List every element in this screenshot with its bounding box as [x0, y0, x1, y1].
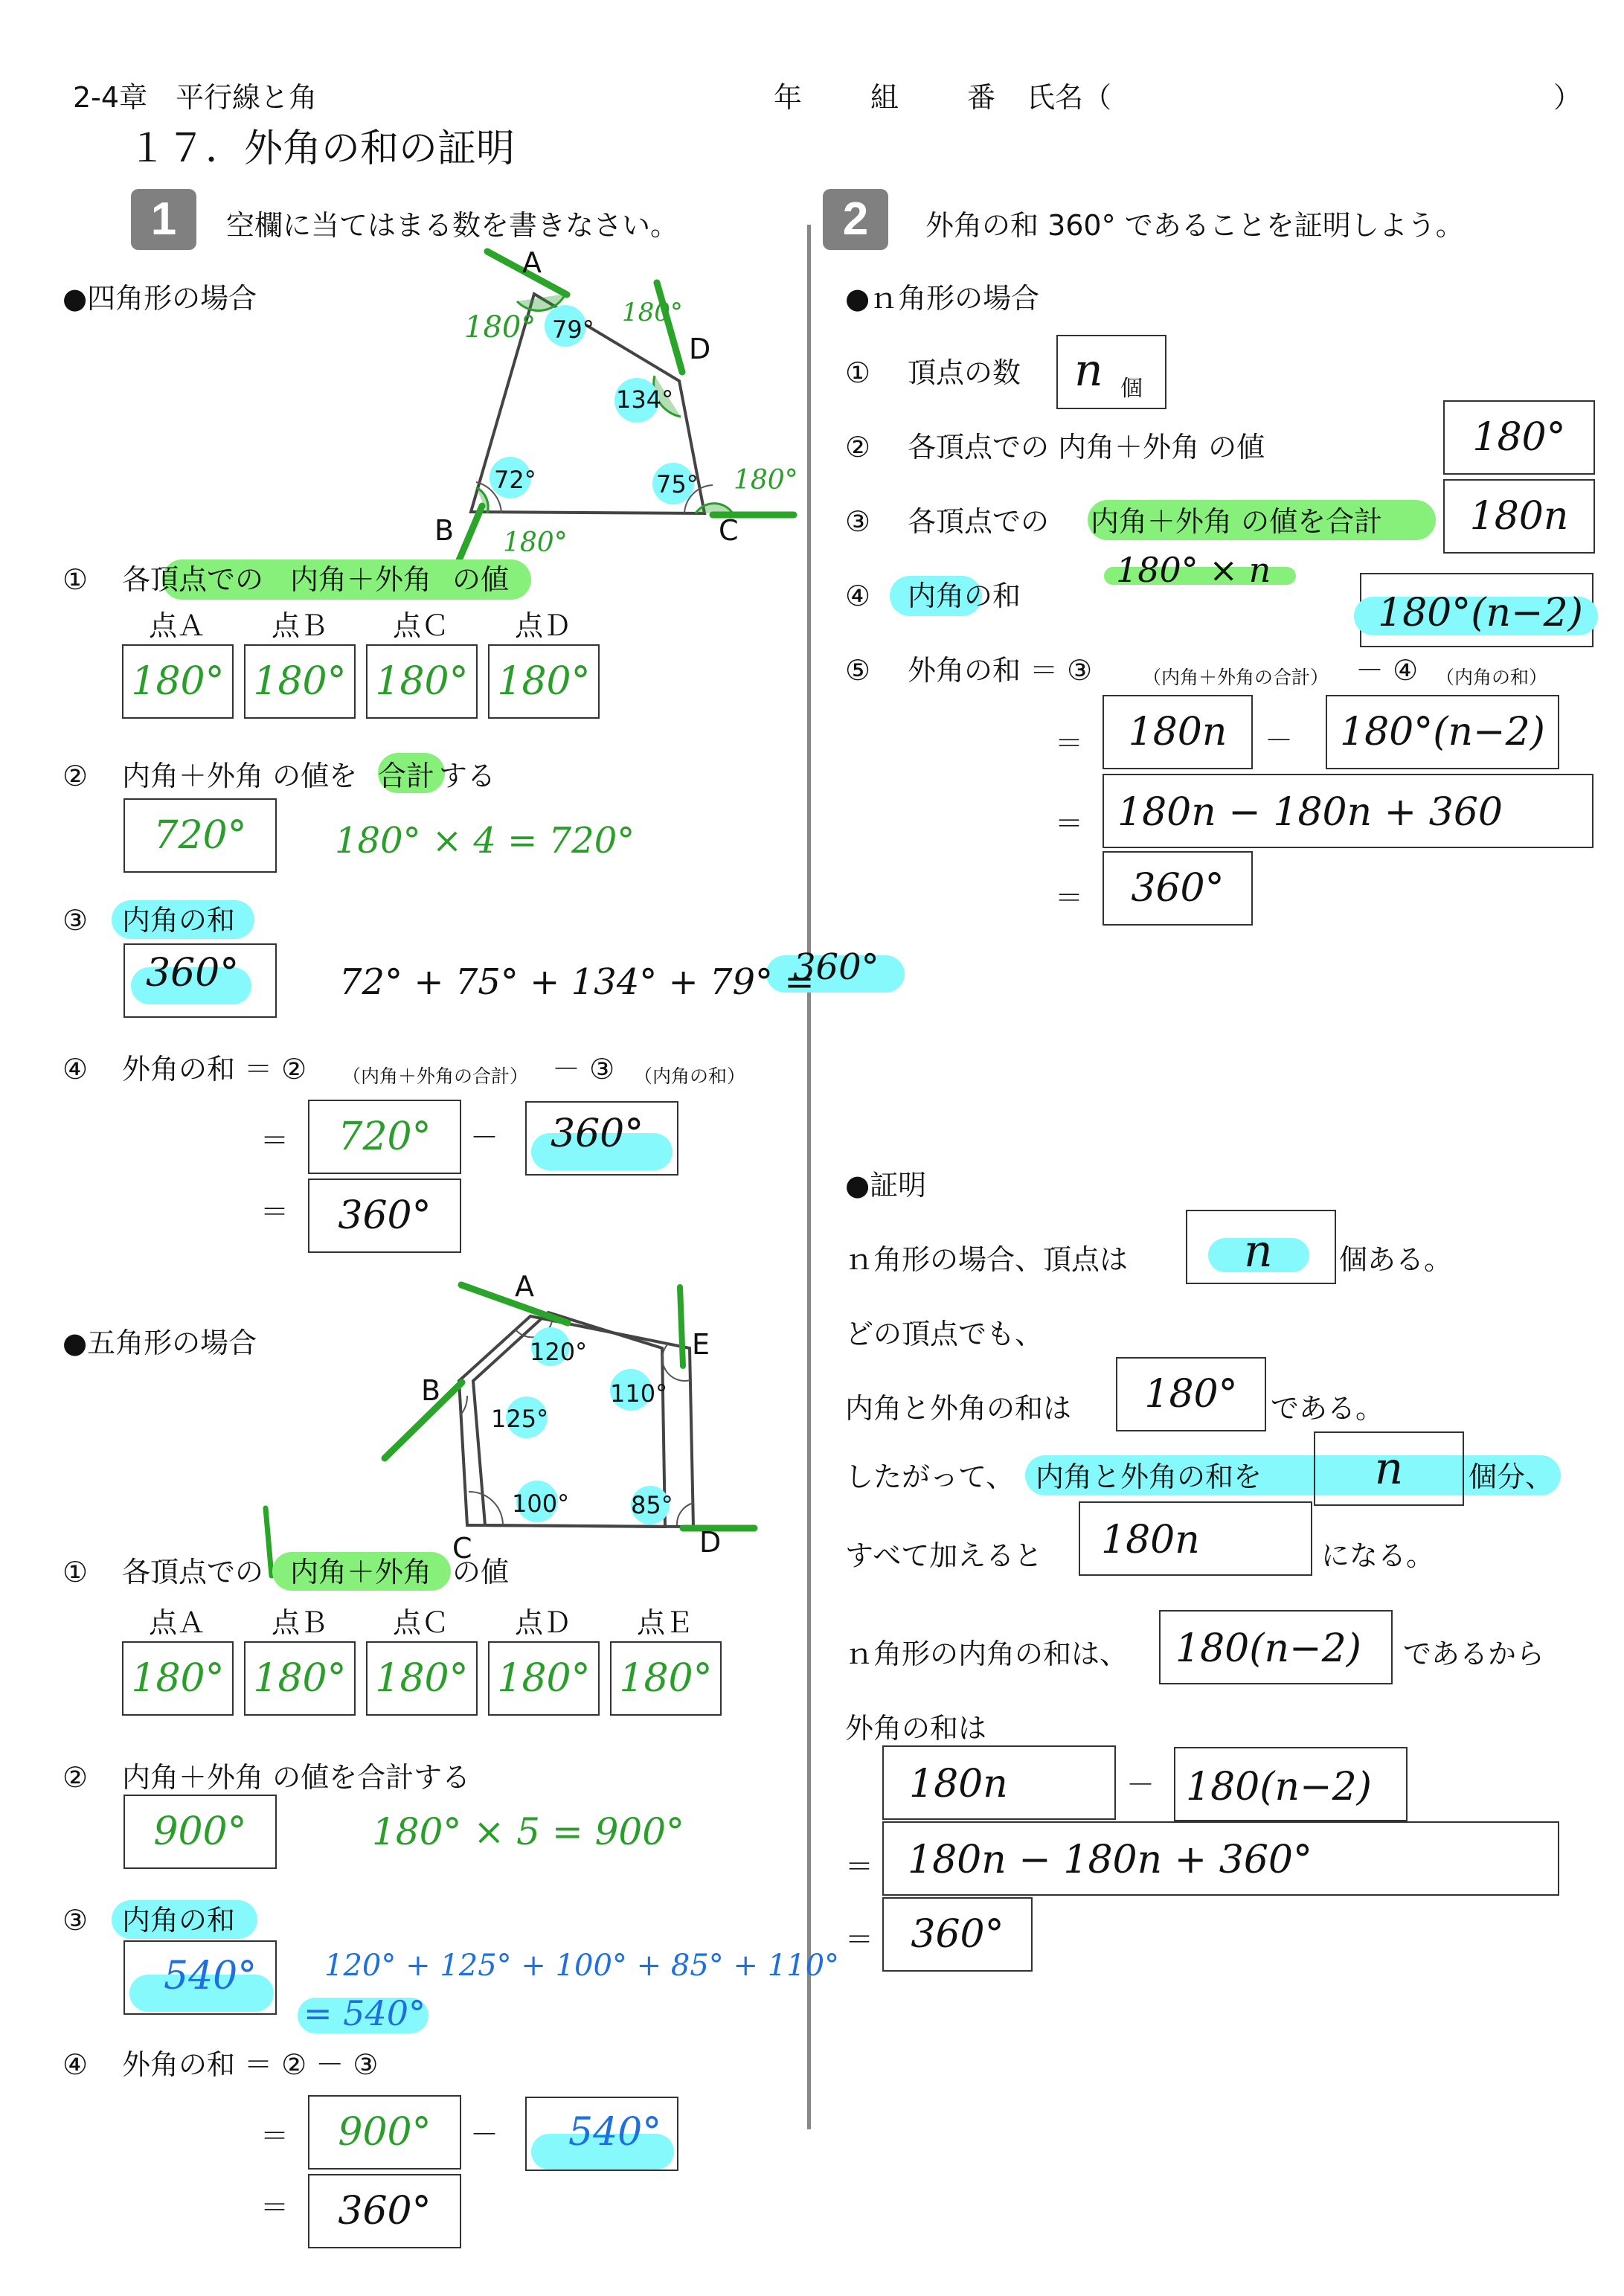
equals-sign: ＝ [260, 1124, 289, 1157]
proof-text: すべて加えると [845, 1539, 1043, 1572]
step-text: － ③ [552, 1053, 615, 1086]
step-number: ① [62, 1556, 89, 1588]
vertex-e-label: E [692, 1328, 710, 1361]
answer-box[interactable] [488, 1641, 600, 1716]
answer-value: 720° [338, 1115, 431, 1159]
minus-sign: － [1126, 1769, 1155, 1801]
answer-value: 180° [131, 1656, 225, 1701]
chapter-label: 2-4章 平行線と角 [73, 81, 318, 114]
question-1-badge: 1 [131, 189, 196, 250]
answer-value: 900° [153, 1809, 247, 1854]
step-highlight-text: 内角＋外角 の値を合計 [1091, 505, 1383, 538]
step-note: （内角の和） [1436, 667, 1548, 688]
step-note: （内角＋外角の合計） [342, 1065, 529, 1087]
step-number: ① [845, 356, 871, 389]
step-number: ④ [62, 2048, 89, 2081]
point-label: 点Ａ [149, 609, 206, 642]
answer-box[interactable] [1443, 479, 1595, 554]
answer-value: 180n [1469, 494, 1569, 539]
point-label: 点Ｃ [393, 609, 450, 642]
handwritten-note: 180° × n [1116, 550, 1271, 590]
question-1-instruction: 空欄に当てはまる数を書きなさい。 [226, 209, 679, 242]
answer-value: 360° [338, 1193, 431, 1238]
step-text: 内角＋外角 の値を [122, 760, 358, 792]
vertex-d-label: D [699, 1526, 722, 1559]
answer-value: 180n [1128, 710, 1227, 754]
proof-text: ｎ角形の内角の和は、 [845, 1638, 1129, 1670]
answer-box[interactable] [610, 1641, 722, 1716]
proof-text: である。 [1271, 1392, 1384, 1425]
equals-sign: ＝ [1055, 882, 1084, 914]
handwritten-work: 120° + 125° + 100° + 85° + 110° [324, 1949, 840, 1983]
answer-box[interactable] [244, 1641, 356, 1716]
year-label: 年 [774, 81, 803, 114]
proof-highlight-text: 内角と外角の和を [1036, 1460, 1262, 1493]
answer-value: 180° [131, 659, 225, 704]
equals-sign: ＝ [1055, 807, 1084, 840]
answer-value: 900° [338, 2110, 431, 2155]
answer-box[interactable] [308, 2174, 461, 2248]
answer-box[interactable] [1056, 335, 1166, 409]
step-text: の値 [452, 1556, 510, 1588]
proof-text: であるから [1403, 1638, 1545, 1670]
proof-text: 個ある。 [1339, 1243, 1453, 1276]
minus-sign: － [1265, 724, 1294, 757]
class-label: 組 [870, 81, 899, 114]
answer-value: 720° [153, 813, 247, 858]
answer-value: 180° [375, 1656, 469, 1701]
step-number: ③ [845, 505, 871, 538]
step-number: ③ [62, 904, 89, 937]
answer-value: 360° [338, 2189, 431, 2234]
vertex-a-label: A [515, 1270, 534, 1303]
handwritten-180-b: 180° [503, 527, 568, 558]
answer-value: 180° [253, 659, 347, 704]
name-close-paren: ） [1553, 81, 1582, 114]
answer-value: 180°(n−2) [1378, 591, 1583, 635]
answer-value: n [1244, 1225, 1273, 1277]
step-highlight-text: 内角＋外角 [290, 563, 432, 596]
equals-sign: ＝ [1055, 727, 1084, 760]
step-text: 外角の和 ＝ ② [122, 1053, 307, 1086]
point-label: 点Ｂ [272, 609, 329, 642]
step-text: 内角＋外角 の値を合計する [122, 1761, 471, 1794]
equals-sign: ＝ [845, 1923, 874, 1956]
question-2-badge: 2 [823, 189, 888, 250]
answer-box[interactable] [122, 1641, 234, 1716]
equals-sign: ＝ [260, 2120, 289, 2152]
angle-a-label: 79° [552, 315, 594, 344]
answer-value: 180(n−2) [1175, 1626, 1361, 1671]
step-number: ② [62, 1761, 89, 1794]
angle-e-label: 110° [610, 1379, 668, 1408]
answer-box[interactable] [308, 2095, 461, 2170]
step-note: （内角の和） [634, 1065, 746, 1087]
answer-value: 540° [164, 1954, 257, 1998]
step-number: ④ [62, 1053, 89, 1086]
handwritten-180-a: 180° [464, 310, 536, 344]
angle-a-label: 120° [530, 1338, 588, 1366]
angle-c-label: 75° [656, 470, 699, 498]
proof-text: どの頂点でも、 [845, 1318, 1044, 1350]
answer-box[interactable] [1314, 1431, 1464, 1506]
name-label: 氏名（ [1027, 81, 1112, 114]
step-number: ④ [845, 580, 871, 612]
answer-value: 360° [1131, 866, 1225, 911]
point-label: 点Ａ [149, 1606, 206, 1639]
step-text: 外角の和 ＝ ② － ③ [122, 2048, 379, 2081]
handwritten-work-result: 360° [793, 946, 879, 988]
vertex-d-label: D [689, 333, 711, 365]
answer-box[interactable] [123, 1795, 277, 1869]
vertex-a-label: A [522, 246, 542, 279]
point-label: 点Ｄ [515, 609, 572, 642]
step-text: 各頂点での [122, 563, 264, 596]
answer-value: 180° [619, 1656, 713, 1701]
page-title: １７．外角の和の証明 [128, 126, 516, 171]
minus-sign: － [470, 1121, 499, 1154]
answer-value: 180° [497, 659, 591, 704]
handwritten-180-c: 180° [734, 465, 798, 496]
equals-sign: ＝ [260, 1196, 289, 1228]
proof-text: 個分、 [1469, 1460, 1554, 1493]
minus-sign: － [470, 2118, 499, 2151]
angle-c-label: 100° [512, 1489, 570, 1518]
point-label: 点Ｄ [515, 1606, 572, 1639]
step-text: 各頂点での 内角＋外角 の値 [908, 431, 1265, 464]
answer-box[interactable] [1326, 695, 1559, 769]
step-text: の値 [452, 563, 510, 596]
answer-value: 180° [253, 1656, 347, 1701]
answer-unit: 個 [1120, 376, 1143, 402]
answer-value: 360° [146, 951, 240, 995]
handwritten-180-d: 180° [622, 298, 683, 327]
equals-sign: ＝ [845, 1850, 874, 1883]
answer-value: 180n − 180n + 360 [1117, 790, 1503, 835]
answer-value: 360° [551, 1112, 644, 1156]
angle-d-label: 134° [616, 385, 674, 414]
answer-box[interactable] [1103, 851, 1253, 926]
number-label: 番 [967, 81, 996, 114]
proof-text: 内角と外角の和は [845, 1392, 1072, 1425]
step-text: する [439, 760, 496, 792]
point-label: 点Ｂ [272, 1606, 329, 1639]
step-text: 各頂点での [908, 505, 1050, 538]
point-label: 点Ｅ [637, 1606, 694, 1639]
step-text: 頂点の数 [908, 356, 1021, 389]
proof-text: 外角の和は [845, 1712, 987, 1745]
vertex-c-label: C [719, 514, 739, 547]
vertex-b-label: B [434, 514, 455, 547]
step-highlight-text: 内角の和 [122, 1904, 236, 1937]
proof-text: ｎ角形の場合、頂点は [845, 1243, 1129, 1276]
step-text: － ④ [1355, 654, 1419, 687]
point-label: 点Ｃ [393, 1606, 450, 1639]
answer-value: 180n [1101, 1518, 1200, 1562]
step-note: （内角＋外角の合計） [1143, 667, 1329, 688]
step-highlight-text: 内角＋外角 [290, 1556, 432, 1588]
angle-d-label: 85° [631, 1491, 673, 1519]
step-text: 各頂点での [122, 1556, 264, 1588]
answer-value: n [1074, 344, 1103, 397]
question-2-instruction: 外角の和 360° であることを証明しよう。 [925, 209, 1464, 242]
step-highlight-text: 内角の和 [908, 580, 1021, 612]
step-number: ① [62, 563, 89, 596]
equals-sign: ＝ [260, 2191, 289, 2224]
answer-value: 540° [568, 2110, 662, 2155]
step-highlight-text: 内角の和 [122, 904, 236, 937]
proof-text: したがって、 [845, 1460, 1015, 1493]
answer-value: n [1374, 1443, 1404, 1495]
answer-value: 180°(n−2) [1340, 710, 1545, 754]
step-number: ⑤ [845, 654, 871, 687]
vertex-c-label: C [452, 1532, 472, 1565]
step-highlight-text: 合計 [378, 760, 435, 792]
answer-value: 180° [1144, 1372, 1238, 1417]
answer-box[interactable] [366, 1641, 478, 1716]
angle-b-label: 125° [491, 1405, 549, 1433]
handwritten-work-result: = 540° [304, 1993, 426, 2033]
vertex-b-label: B [421, 1374, 441, 1407]
answer-value: 180° [375, 659, 469, 704]
answer-value: 360° [911, 1912, 1004, 1957]
proof-text: になる。 [1321, 1539, 1435, 1572]
quad-heading: ●四角形の場合 [62, 282, 257, 315]
answer-box[interactable] [1116, 1357, 1266, 1431]
proof-heading: ●証明 [845, 1169, 927, 1202]
answer-box[interactable] [1443, 400, 1595, 475]
step-number: ③ [62, 1904, 89, 1937]
answer-value: 180(n−2) [1186, 1765, 1372, 1809]
handwritten-work: 72° + 75° + 134° + 79° = [339, 961, 815, 1003]
handwritten-work: 180° × 5 = 900° [372, 1810, 685, 1853]
answer-value: 180n − 180n + 360° [908, 1838, 1312, 1882]
ngon-heading: ●ｎ角形の場合 [845, 282, 1040, 315]
answer-box[interactable] [1103, 695, 1253, 769]
handwritten-work: 180° × 4 = 720° [335, 820, 635, 862]
angle-b-label: 72° [494, 466, 536, 494]
step-text: 外角の和 ＝ ③ [908, 654, 1093, 687]
step-number: ② [62, 760, 89, 792]
answer-box[interactable] [882, 1897, 1033, 1972]
answer-value: 180° [1472, 415, 1566, 460]
pent-heading: ●五角形の場合 [62, 1327, 257, 1359]
step-number: ② [845, 431, 871, 464]
answer-value: 180° [497, 1656, 591, 1701]
answer-value: 180n [909, 1762, 1008, 1806]
